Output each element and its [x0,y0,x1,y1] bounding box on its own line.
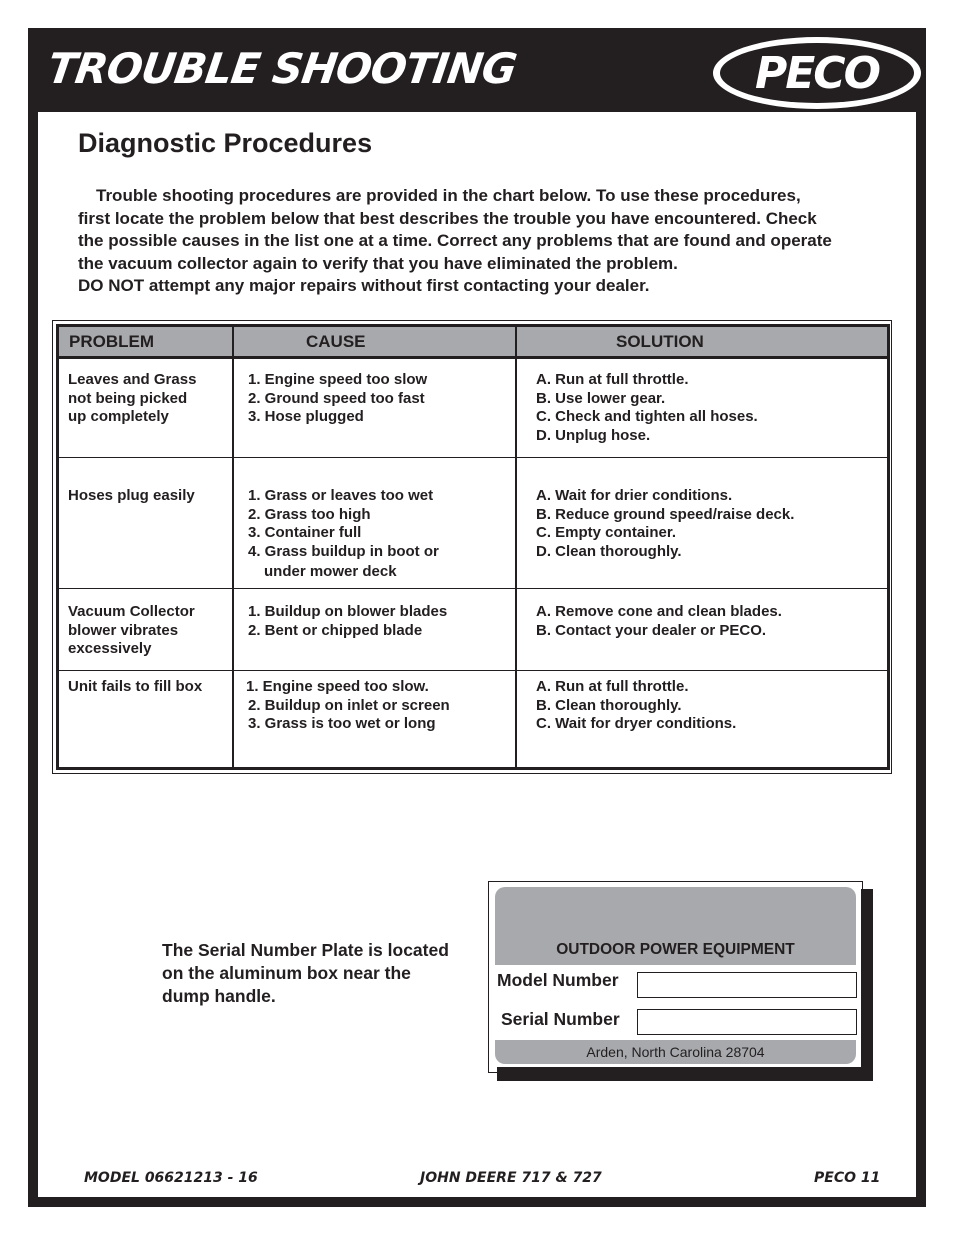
header-problem: PROBLEM [69,332,154,351]
model-number-label: Model Number [497,970,619,990]
plate-bottom-band [495,1040,856,1064]
serial-number-box [637,1009,857,1035]
problem-cell: Vacuum Collector blower vibrates excessively [68,603,195,658]
peco-logo-text: PECO [755,48,879,99]
plate-top-band [495,887,856,965]
footer-model: MODEL 06621213 - 16 [84,1170,258,1186]
problem-cell: Leaves and Grass not being picked up completely [68,371,197,426]
solution-cell: A. Run at full throttle. B. Clean thoroughly. C. Wait for dryer conditions. [536,678,737,733]
page-title: TROUBLE SHOOTING [44,44,520,93]
cause-cell: 1. Grass or leaves too wet 2. Grass too high 3. Container full 4. Grass buildup in boot or under mower deck [248,487,439,581]
cause-cell: 1. Engine speed too slow 2. Ground speed too fast 3. Hose plugged [248,371,428,426]
header-solution: SOLUTION [616,332,704,351]
solution-cell: A. Remove cone and clean blades. B. Contact your dealer or PECO. [536,603,782,639]
row-divider [59,588,887,589]
model-number-box [637,972,857,998]
cause-cell: 1. Buildup on blower blades 2. Bent or chipped blade [248,603,448,639]
serial-number-plate [495,887,861,1067]
column-divider [232,327,234,767]
plate-company: OUTDOOR POWER EQUIPMENT [556,941,795,958]
troubleshooting-table [56,324,890,770]
peco-logo [712,36,922,110]
footer-page-number: PECO 11 [814,1170,881,1186]
cause-cell: 1. Engine speed too slow. 2. Buildup on inlet or screen 3. Grass is too wet or long [246,678,450,733]
footer-machine: JOHN DEERE 717 & 727 [420,1170,602,1186]
intro-paragraph [78,185,918,298]
problem-cell: Unit fails to fill box [68,678,203,695]
solution-cell: A. Wait for drier conditions. B. Reduce ground speed/raise deck. C. Empty container. D. Clean thoroughly. [536,487,795,560]
section-heading: Diagnostic Procedures [78,128,373,158]
solution-cell: A. Run at full throttle. B. Use lower gear. C. Check and tighten all hoses. D. Unplug hose. [536,371,758,444]
intro-line: DO NOT attempt any major repairs without first contacting your dealer. [78,276,650,295]
column-divider [515,327,517,767]
row-divider [59,457,887,458]
intro-line: the vacuum collector again to verify that you have eliminated the problem. [78,253,678,273]
plate-address: Arden, North Carolina 28704 [586,1044,765,1060]
header-cause: CAUSE [306,332,366,351]
row-divider [59,670,887,671]
intro-line: Trouble shooting procedures are provided in the chart below. To use these procedures, [96,186,801,205]
serial-plate-note: The Serial Number Plate is located on the aluminum box near the dump handle. [162,940,449,1006]
serial-number-label: Serial Number [501,1009,620,1029]
intro-line: the possible causes in the list one at a time. Correct any problems that are found and operate [78,231,832,250]
intro-line: first locate the problem below that best describes the trouble you have encountered. Check [78,208,817,228]
table-header [59,327,887,359]
problem-cell: Hoses plug easily [68,487,195,504]
